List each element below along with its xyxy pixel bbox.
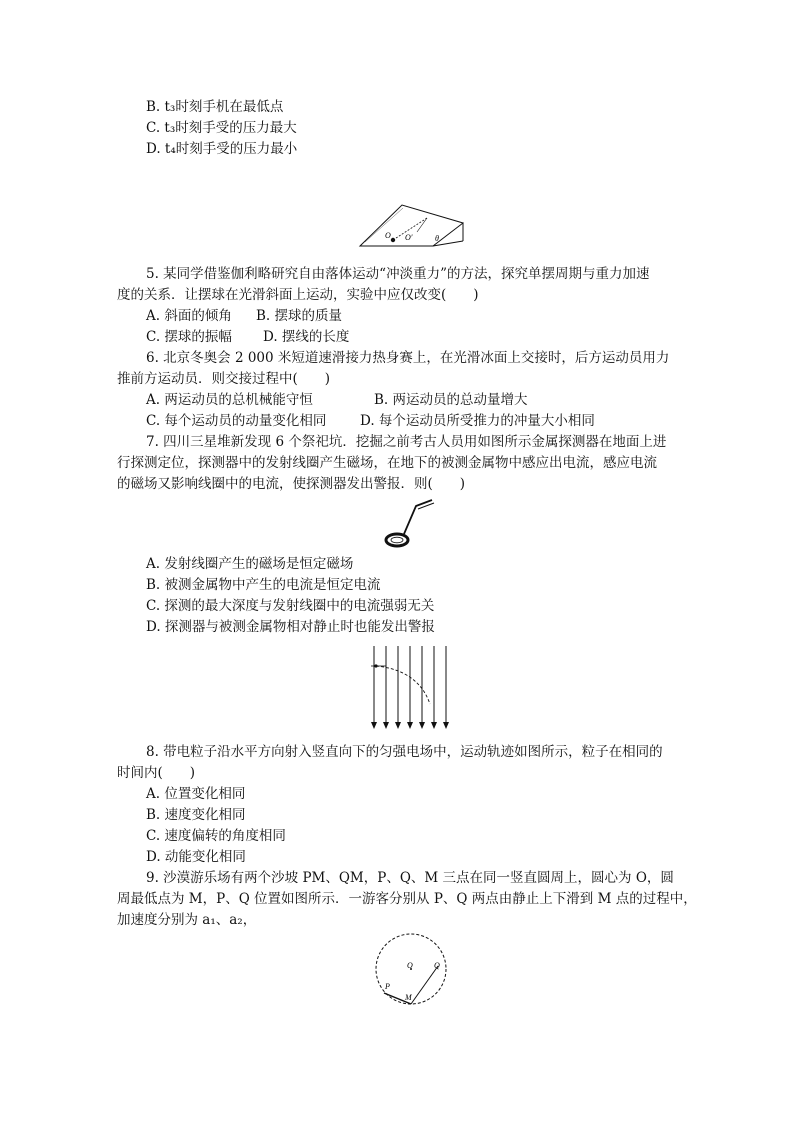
q7-option-c: C. 探测的最大深度与发射线圈中的电流强弱无关 — [146, 598, 435, 614]
circle-slope-figure — [370, 930, 454, 1010]
q8-option-d: D. 动能变化相同 — [146, 849, 246, 865]
q6-option-c: C. 每个运动员的动量变化相同 — [146, 413, 327, 429]
q7-option-b: B. 被测金属物中产生的电流是恒定电流 — [146, 577, 381, 593]
figure-label-p: P — [385, 982, 390, 991]
q5-option-d: D. 摆线的长度 — [263, 329, 350, 345]
figure-label-o-prime: O′ — [405, 233, 413, 242]
figure-label-o: O — [385, 231, 391, 240]
q5-stem-line2: 度的关系．让摆球在光滑斜面上运动，实验中应仅改变( ) — [117, 287, 479, 303]
q5-option-a: A. 斜面的倾角 — [146, 308, 232, 324]
q8-option-b: B. 速度变化相同 — [146, 807, 246, 823]
q6-option-a: A. 两运动员的总机械能守恒 — [146, 392, 313, 408]
q7-stem-line1: 7. 四川三星堆新发现 6 个祭祀坑．挖掘之前考古人员用如图所示金属探测器在地面上进 — [146, 434, 667, 450]
electric-field-figure — [366, 644, 452, 730]
q6-option-b: B. 两运动员的总动量增大 — [374, 392, 528, 408]
q6-stem-line2: 推前方运动员．则交接过程中( ) — [117, 371, 331, 387]
q9-stem-line3: 加速度分别为 a₁、a₂， — [117, 912, 257, 928]
q8-stem-line1: 8. 带电粒子沿水平方向射入竖直向下的匀强电场中，运动轨迹如图所示，粒子在相同的 — [146, 744, 663, 760]
q4-option-d: D. t₄时刻手受的压力最小 — [146, 141, 298, 157]
q7-option-d: D. 探测器与被测金属物相对静止时也能发出警报 — [146, 619, 435, 635]
q8-option-a: A. 位置变化相同 — [146, 786, 246, 802]
figure-label-m: M — [405, 993, 412, 1002]
q5-stem-line1: 5. 某同学借鉴伽利略研究自由落体运动“冲淡重力”的方法，探究单摆周期与重力加速 — [146, 266, 650, 282]
incline-pendulum-figure — [355, 196, 467, 252]
q4-option-c: C. t₃时刻手受的压力最大 — [146, 120, 297, 136]
q8-option-c: C. 速度偏转的角度相同 — [146, 828, 286, 844]
figure-label-theta: θ — [435, 234, 439, 243]
q5-option-b: B. 摆球的质量 — [256, 308, 343, 324]
q4-option-b: B. t₃时刻手机在最低点 — [146, 99, 284, 115]
q7-stem-line3: 的磁场又影响线圈中的电流，使探测器发出警报．则( ) — [117, 476, 466, 492]
q7-option-a: A. 发射线圈产生的磁场是恒定磁场 — [146, 556, 354, 572]
q9-stem-line1: 9. 沙漠游乐场有两个沙坡 PM、QM，P、Q、M 三点在同一竖直圆周上，圆心为 O，圆 — [146, 870, 674, 886]
q9-stem-line2: 周最低点为 M，P、Q 位置如图所示．一游客分别从 P、Q 两点由静止上下滑到 M 点的过程中， — [117, 891, 697, 907]
figure-label-q: Q — [434, 961, 440, 970]
figure-label-o: O — [407, 961, 413, 970]
q6-option-d: D. 每个运动员所受推力的冲量大小相同 — [360, 413, 595, 429]
q5-option-c: C. 摆球的振幅 — [146, 329, 232, 345]
metal-detector-figure — [380, 496, 440, 552]
q6-stem-line1: 6. 北京冬奥会 2 000 米短道速滑接力热身赛上，在光滑冰面上交接时，后方运动员用力 — [146, 350, 670, 366]
q8-stem-line2: 时间内( ) — [117, 765, 196, 781]
q7-stem-line2: 行探测定位，探测器中的发射线圈产生磁场，在地下的被测金属物中感应出电流，感应电流 — [117, 455, 657, 471]
